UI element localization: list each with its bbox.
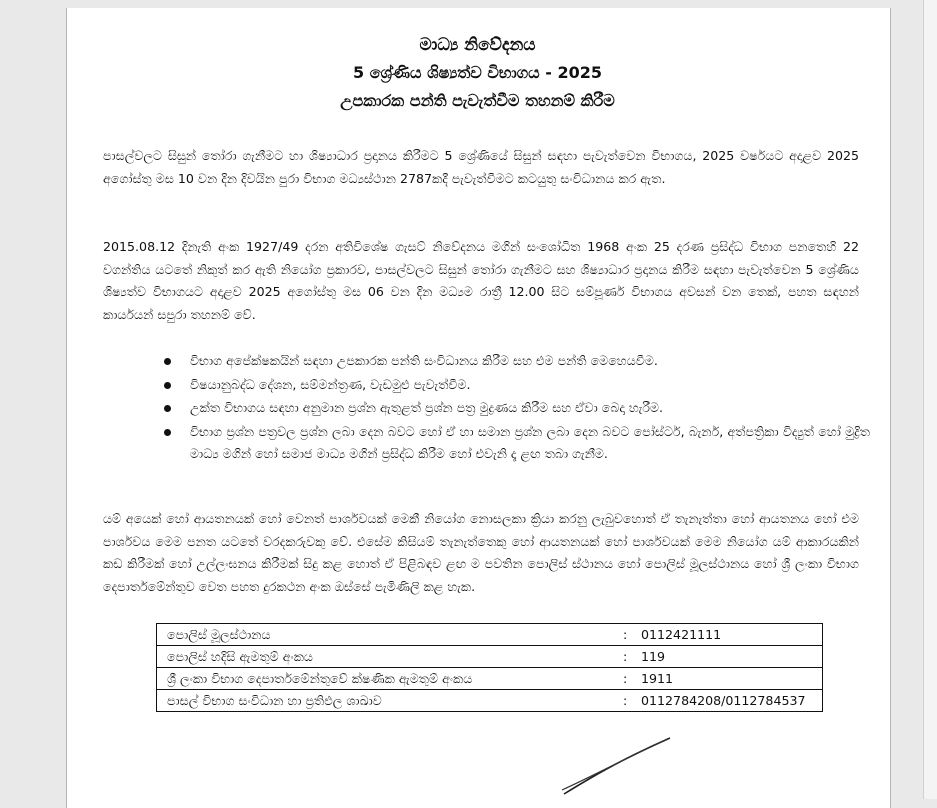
colon: : <box>623 671 628 686</box>
list-item-text: විභාග ප්‍රශ්න පත්‍රවල ප්‍රශ්න ලබා දෙන බවට හෝ ඒ හා සමාන ප්‍රශ්න ලබා දෙන බවට පෝස්ටර්, බැනර්, අත්පත්‍රිකා විද්‍යුත් හෝ මුද්‍රිත මාධ්‍ය මගින් හෝ සමාජ මාධ්‍ය මගින් ප්‍රසිද්ධ කිරීම හෝ එවැනි දෑ ළඟ තබා ගැනීම. <box>190 423 870 461</box>
contact-value <box>613 668 823 690</box>
colon: : <box>623 649 628 664</box>
list-item-text: උක්ත විභාගය සඳහා අනුමාන ප්‍රශ්න ඇතුළත් ප්‍රශ්න පත්‍ර මුද්‍රණය කිරීම සහ ඒවා බෙදා හැරීම. <box>190 400 664 415</box>
colon: : <box>623 627 628 642</box>
contact-name: පාසල් විභාග සංවිධාන හා ප්‍රතිඵල ශාඛාව <box>157 690 614 712</box>
prohibited-activities-list <box>190 350 870 466</box>
contact-number: 0112421111 <box>641 627 722 642</box>
contact-number: 0112784208/0112784537 <box>641 693 806 708</box>
contact-value <box>613 646 823 668</box>
table-row <box>157 624 823 646</box>
contact-name: පොලිස් හදිසි ඇමතුම් අංකය <box>157 646 614 668</box>
list-item <box>190 397 870 420</box>
bullet-icon <box>164 405 171 412</box>
colon: : <box>623 693 628 708</box>
paragraph-intro: පාසල්වලට සිසුන් තෝරා ගැනීමට හා ශිෂ්‍යාධාර ප්‍රදානය කිරීමට 5 ශ්‍රේණියේ සිසුන් සඳහා පැවැත්වෙන විභාගය, 2025 වර්ෂයට අදාළව 2025 අගෝස්තු මස 10 වන දින දිවයින පුරා විභාග මධ්‍යස්ථාන 2787කදී පැවැත්වීමට කටයුතු සංවිධානය කර ඇත. <box>103 148 859 186</box>
contact-number: 119 <box>641 649 666 664</box>
contact-value <box>613 624 823 646</box>
document-subject: උපකාරක පන්ති පැවැත්වීම තහනම් කිරීම <box>340 91 615 110</box>
table-row <box>157 646 823 668</box>
list-item <box>190 350 870 373</box>
paragraph-regulation: 2015.08.12 දිනැති අංක 1927/49 දරන අතිවිශේෂ ගැසට් නිවේදනය මගින් සංශෝධිත 1968 අංක 25 දරණ ප්‍රසිද්ධ විභාග පනතෙහි 22 වගන්තිය යටතේ නිකුත් කර ඇති නියෝග ප්‍රකාරව, පාසල්වලට සිසුන් තෝරා ගැනීමට සහ ශිෂ්‍යාධාර ප්‍රදානය කිරීම සඳහා පැවැත්වෙන 5 ශ්‍රේණිය ශිෂ්‍යත්ව විභාගයට අදාළව 2025 අගෝස්තු මස 06 වන දින මධ්‍යම රාත්‍රී 12.00 සිට සම්පූර්ණ විභාගය අවසන් වන තෙක්, පහත සඳහන් කාර්යයන් සපුරා තහනම් වේ. <box>103 239 859 322</box>
list-item-text: විෂයානුබද්ධ දේශන, සම්මන්ත්‍රණ, වැඩමුළු පැවැත්වීම. <box>190 376 471 392</box>
list-item-text: විභාග අපේක්ෂකයින් සඳහා උපකාරක පන්ති සංවිධානය කිරීම සහ එම පන්ති මෙහෙයවීම. <box>190 353 658 368</box>
bullet-icon <box>164 358 171 365</box>
list-item <box>190 374 870 397</box>
scan-edge <box>923 0 937 799</box>
document-subtitle: 5 ශ්‍රේණිය ශිෂ්‍යත්ව විභාගය - 2025 <box>353 63 602 82</box>
contact-number: 1911 <box>641 671 674 686</box>
list-item <box>190 421 870 466</box>
paragraph-complaints: යම් අයෙක් හෝ ආයතනයක් හෝ වෙනත් පාර්ශවයක් මෙකී නියෝග නොසලකා ක්‍රියා කරනු ලැබුවහොත් ඒ තැනැත්තා හෝ ආයතනය හෝ එම පාර්ශවය මෙම පනත යටතේ වරදකරුවකු වේ. එසේම කිසියම් තැනැත්තෙකු හෝ ආයතනයක් හෝ පාර්ශවයක් මෙම නියෝග යම් ආකාරයකින් කඩ කිරීමක් හෝ උල්ලංඝනය කිරීමක් සිදු කළ හොත් ඒ පිළිබඳව ළඟ ම පවතින පොලිස් ස්ථානය හෝ පොලිස් මූලස්ථානය හෝ ශ්‍රී ලංකා විභාග දෙපාර්තමේන්තුව වෙත පහත දුරකථන අංක ඔස්සේ පැමිණිලි කළ හැක. <box>103 511 859 594</box>
contact-name: පොලිස් මූලස්ථානය <box>157 624 614 646</box>
signature-icon <box>560 720 690 799</box>
table-row <box>157 668 823 690</box>
bullet-icon <box>164 429 171 436</box>
bullet-icon <box>164 382 171 389</box>
contact-name: ශ්‍රී ලංකා විභාග දෙපාර්තමේන්තුවේ ක්ෂණික ඇමතුම් අංකය <box>157 668 614 690</box>
contact-numbers-table <box>156 623 823 712</box>
document-title: මාධ්‍ය නිවේදනය <box>419 35 536 55</box>
contact-value <box>613 690 823 712</box>
table-row <box>157 690 823 712</box>
